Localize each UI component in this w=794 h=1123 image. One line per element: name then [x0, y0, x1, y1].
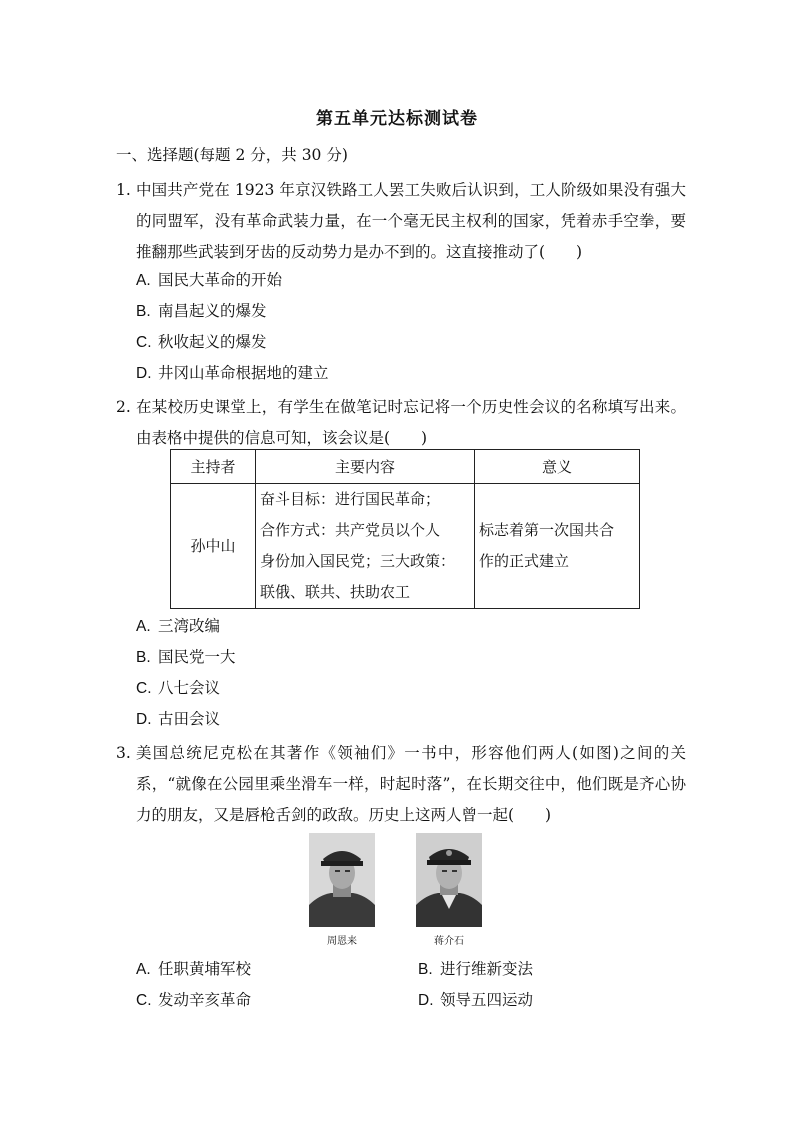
q3-option-c[interactable]: [136, 988, 251, 1010]
question-1: [116, 175, 686, 268]
q1-option-b[interactable]: [136, 299, 267, 321]
question-number: 1.: [116, 181, 131, 199]
option-text: 南昌起义的爆发: [158, 302, 267, 320]
option-text: 古田会议: [158, 710, 221, 728]
q3-option-a[interactable]: [136, 957, 251, 979]
photo-caption: 蒋介石: [434, 936, 464, 947]
table-header: 意义: [475, 450, 640, 484]
option-text: 三湾改编: [158, 617, 221, 635]
option-key: D.: [136, 711, 152, 728]
meaning-line: 标志着第一次国共合: [479, 521, 615, 539]
option-key: A.: [136, 961, 151, 978]
option-key: C.: [136, 992, 152, 1009]
option-key: C.: [136, 680, 152, 697]
table-header: 主要内容: [256, 450, 475, 484]
question-3: [116, 738, 686, 831]
option-text: 国民党一大: [158, 648, 236, 666]
q1-option-c[interactable]: [136, 330, 267, 352]
meaning-line: 作的正式建立: [479, 552, 570, 570]
option-text: 发动辛亥革命: [158, 991, 252, 1009]
photo-caption: 周恩来: [327, 936, 357, 947]
option-text: 井冈山革命根据地的建立: [158, 364, 329, 382]
table-header-row: [171, 450, 640, 484]
q2-option-b[interactable]: [136, 645, 236, 667]
option-text: 八七会议: [158, 679, 221, 697]
content-line: 联俄、联共、扶助农工: [260, 583, 411, 601]
option-key: D.: [136, 365, 152, 382]
option-text: 秋收起义的爆发: [158, 333, 267, 351]
table-header: 主持者: [171, 450, 256, 484]
q2-option-a[interactable]: [136, 614, 220, 636]
portrait-photo-right: [416, 833, 482, 927]
option-text: 国民大革命的开始: [158, 271, 283, 289]
question-number: 2.: [116, 398, 131, 416]
option-key: B.: [418, 961, 433, 978]
q3-option-b[interactable]: [418, 957, 533, 979]
q2-option-d[interactable]: [136, 707, 220, 729]
option-key: D.: [418, 992, 434, 1009]
option-text: 领导五四运动: [440, 991, 534, 1009]
content-line: 身份加入国民党；三大政策：: [260, 552, 456, 570]
table-row: [171, 484, 640, 609]
host-cell: 孙中山: [171, 484, 256, 609]
q1-option-a[interactable]: [136, 268, 282, 290]
option-key: A.: [136, 272, 151, 289]
portrait-photo-left: [309, 833, 375, 927]
option-key: A.: [136, 618, 151, 635]
question-stem: 中国共产党在 1923 年京汉铁路工人罢工失败后认识到，工人阶级如果没有强大的同盟军，没有革命武装力量，在一个毫无民主权利的国家，凭着赤手空拳，要推翻那些武装到牙齿的反动势力是办不到的。这直接推动了( ): [136, 181, 686, 261]
question-number: 3.: [116, 744, 131, 762]
content-cell: [256, 484, 475, 609]
meaning-cell: [475, 484, 640, 609]
portrait-icon: [309, 833, 375, 927]
option-key: B.: [136, 303, 151, 320]
question-stem: 在某校历史课堂上，有学生在做笔记时忘记将一个历史性会议的名称填写出来。由表格中提供的信息可知，该会议是( ): [136, 398, 686, 447]
portrait-icon: [416, 833, 482, 927]
content-line: 合作方式：共产党员以个人: [260, 521, 441, 539]
q2-option-c[interactable]: [136, 676, 220, 698]
option-key: C.: [136, 334, 152, 351]
question-stem: 美国总统尼克松在其著作《领袖们》一书中，形容他们两人(如图)之间的关系，“就像在公园里乘坐滑车一样，时起时落”，在长期交往中，他们既是齐心协力的朋友，又是唇枪舌剑的政敌。历史上这两人曾一起( ): [136, 744, 686, 824]
q1-option-d[interactable]: [136, 361, 329, 383]
content-line: 奋斗目标：进行国民革命；: [260, 490, 441, 508]
question-2: [116, 392, 686, 454]
q3-option-d[interactable]: [418, 988, 533, 1010]
page-title: 第五单元达标测试卷: [316, 109, 478, 129]
option-key: B.: [136, 649, 151, 666]
option-text: 进行维新变法: [440, 960, 534, 978]
section-heading: 一、选择题(每题 2 分，共 30 分): [116, 146, 348, 164]
info-table: [170, 449, 640, 609]
option-text: 任职黄埔军校: [158, 960, 252, 978]
